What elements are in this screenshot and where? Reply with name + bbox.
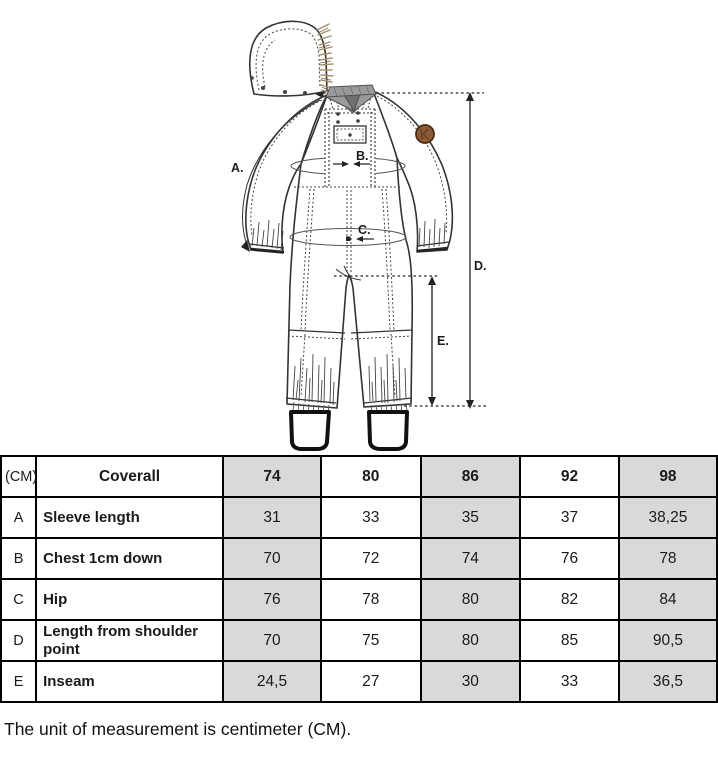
row-name-cell: Chest 1cm down	[36, 538, 223, 579]
header-size-74: 74	[223, 456, 321, 497]
value-cell: 33	[520, 661, 619, 702]
header-size-80: 80	[321, 456, 421, 497]
value-cell: 72	[321, 538, 421, 579]
hood-snap	[303, 91, 307, 95]
value-cell: 78	[619, 538, 717, 579]
unit-note: The unit of measurement is centimeter (CM).	[4, 719, 352, 739]
table-header-row	[1, 456, 717, 497]
row-name-cell: Sleeve length	[36, 497, 223, 538]
bib-snap	[356, 119, 360, 123]
table-row-hip	[1, 579, 717, 620]
header-size-92: 92	[520, 456, 619, 497]
value-cell: 38,25	[619, 497, 717, 538]
shoulder-badge	[416, 125, 434, 143]
hood-snap	[250, 76, 254, 80]
bib-snap	[336, 112, 340, 116]
measure-d-bottom-arrowhead	[466, 400, 474, 409]
size-table	[0, 455, 718, 703]
measure-label-b: B.	[356, 149, 369, 163]
value-cell: 33	[321, 497, 421, 538]
value-cell: 84	[619, 579, 717, 620]
hood-snap	[283, 90, 287, 94]
header-size-86: 86	[421, 456, 521, 497]
value-cell: 70	[223, 538, 321, 579]
value-cell: 36,5	[619, 661, 717, 702]
hood-outline	[250, 21, 327, 96]
pocket-button	[348, 133, 351, 136]
table-row-sleeve-length	[1, 497, 717, 538]
value-cell: 70	[223, 620, 321, 661]
table-row-length	[1, 620, 717, 661]
value-cell: 76	[520, 538, 619, 579]
row-letter-cell: C	[1, 579, 36, 620]
value-cell: 74	[421, 538, 521, 579]
row-name-cell: Length from shoulder point	[36, 620, 223, 661]
bib-panel	[324, 108, 376, 188]
value-cell: 76	[223, 579, 321, 620]
measure-label-a: A.	[231, 161, 244, 175]
row-letter-cell: A	[1, 497, 36, 538]
value-cell: 35	[421, 497, 521, 538]
value-cell: 24,5	[223, 661, 321, 702]
measure-e-bottom-arrowhead	[428, 397, 436, 406]
measure-c-marker	[346, 237, 351, 242]
value-cell: 85	[520, 620, 619, 661]
measure-label-d: D.	[474, 259, 487, 273]
value-cell: 90,5	[619, 620, 717, 661]
hood-snap	[261, 86, 265, 90]
value-cell: 31	[223, 497, 321, 538]
row-name-cell: Inseam	[36, 661, 223, 702]
measure-e-top-arrowhead	[428, 276, 436, 285]
value-cell: 27	[321, 661, 421, 702]
value-cell: 78	[321, 579, 421, 620]
value-cell: 80	[421, 579, 521, 620]
row-letter-cell: E	[1, 661, 36, 702]
value-cell: 80	[421, 620, 521, 661]
row-letter-cell: D	[1, 620, 36, 661]
value-cell: 37	[520, 497, 619, 538]
header-size-98: 98	[619, 456, 717, 497]
table-row-inseam	[1, 661, 717, 702]
header-unit-cell: (CM)	[1, 456, 36, 497]
row-letter-cell: B	[1, 538, 36, 579]
bib-snap	[336, 120, 340, 124]
value-cell: 30	[421, 661, 521, 702]
table-row-chest	[1, 538, 717, 579]
bib-snap	[356, 111, 360, 115]
value-cell: 82	[520, 579, 619, 620]
measure-label-c: C.	[358, 223, 371, 237]
right-foot-cuff	[369, 412, 407, 449]
measure-label-e: E.	[437, 334, 449, 348]
header-product-cell: Coverall	[36, 456, 223, 497]
value-cell: 75	[321, 620, 421, 661]
left-foot-cuff	[291, 412, 329, 449]
row-name-cell: Hip	[36, 579, 223, 620]
